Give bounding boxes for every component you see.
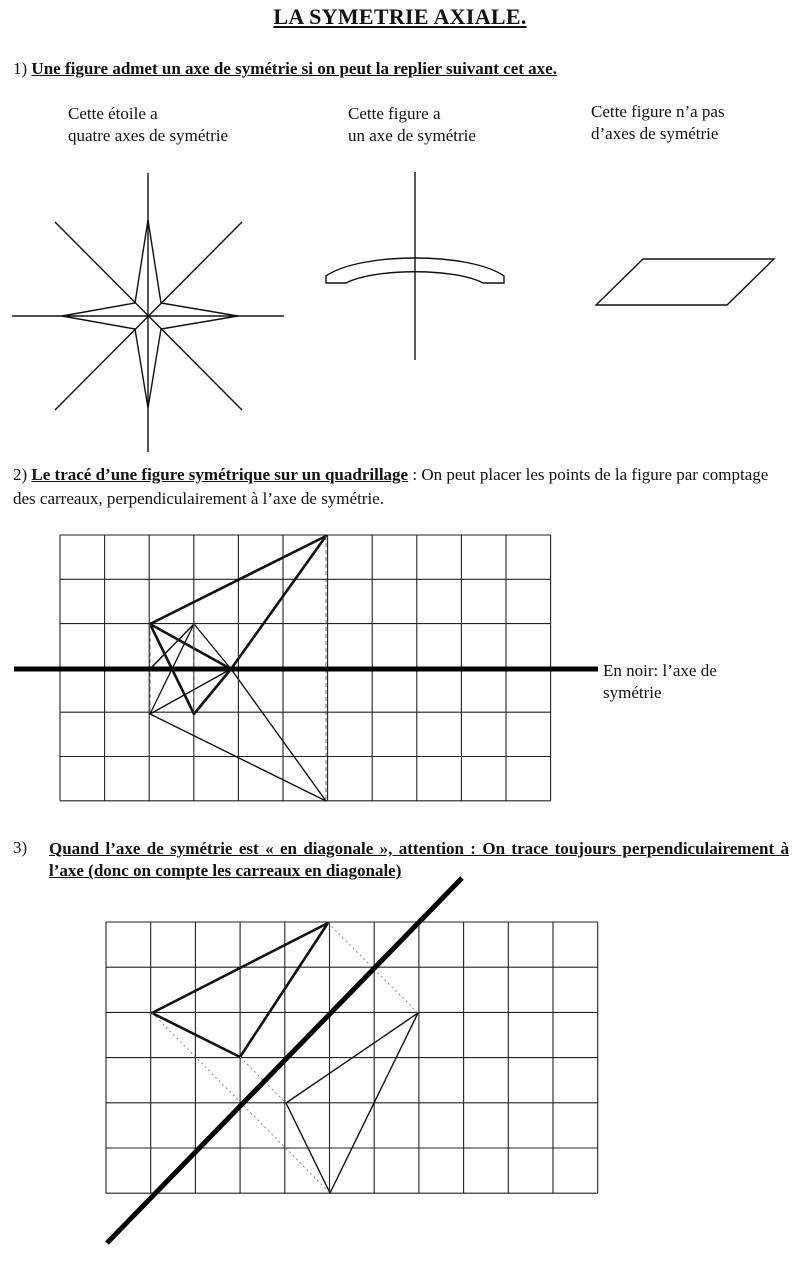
caption-parallelogram-line2: d’axes de symétrie [591,124,719,143]
caption-star-line1: Cette étoile a [68,104,158,123]
section3-number: 3) [13,838,28,857]
caption-parallelogram-line1: Cette figure n’a pas [591,102,725,121]
section3-text: Quand l’axe de symétrie est « en diagonale », attention : On trace toujours perpendiculairement à l’axe (donc on compte les carreaux en diagonale) [49,839,789,880]
star-figure [12,173,284,452]
section2-heading: Le tracé d’une figure symétrique sur un quadrillage [31,465,409,484]
section2-text: : On peut placer les points de la figure par comptage des carreaux, perpendiculairement à l’axe de symétrie. [13,465,769,508]
axis-label-line1: En noir: l’axe de [603,661,717,680]
section2-number: 2) [13,465,28,484]
caption-arc-line2: un axe de symétrie [348,126,476,145]
section1-heading-text: Une figure admet un axe de symétrie si on peut la replier suivant cet axe. [31,59,557,78]
caption-star-line2: quatre axes de symétrie [68,126,229,145]
caption-arc-line1: Cette figure a [348,104,441,123]
axis-label-line2: symétrie [603,683,662,702]
section1-number: 1) [13,59,28,78]
arc-figure [326,172,504,360]
parallelogram-figure [596,259,774,305]
page-title: LA SYMETRIE AXIALE. [273,4,527,29]
